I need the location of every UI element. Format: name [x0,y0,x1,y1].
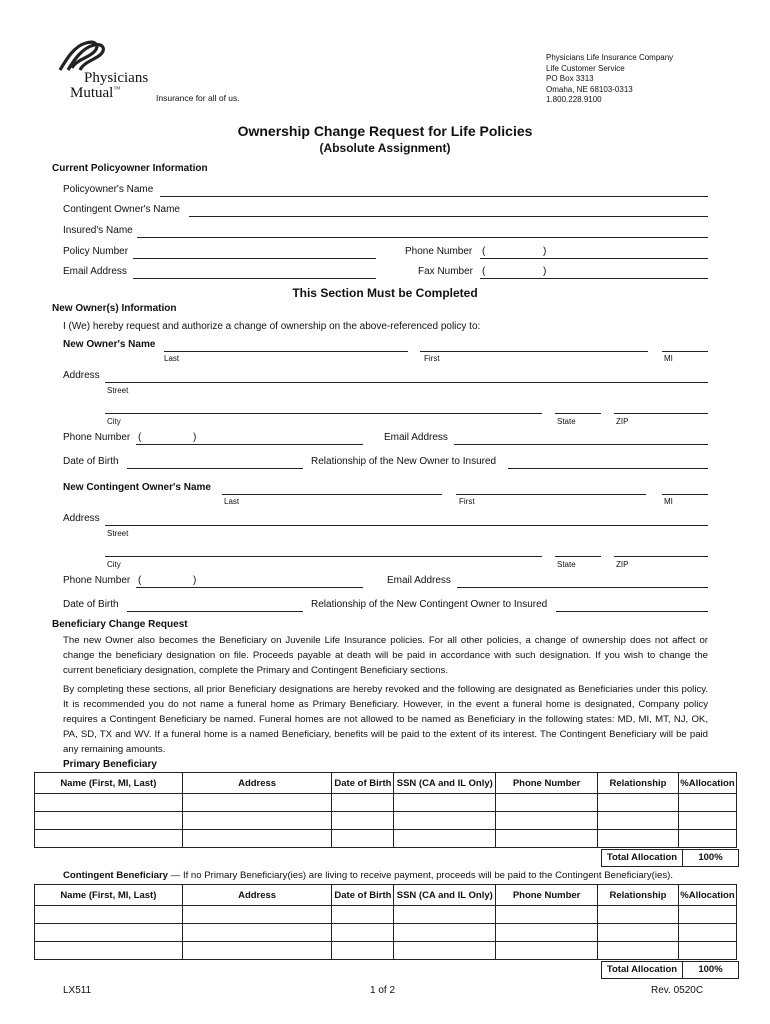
table-row [35,812,737,830]
col-ssn: SSN (CA and IL Only) [394,885,496,906]
contingent-beneficiary-table [34,884,737,960]
phone-number-label: Phone Number [405,246,473,257]
new-contingent-relationship-label: Relationship of the New Contingent Owner to Insured [311,599,548,610]
current-heading: Current Policyowner Information [52,163,208,174]
col-allocation: %Allocation [678,885,736,906]
must-complete-heading: This Section Must be Completed [292,286,478,300]
new-contingent-last-field[interactable] [222,494,442,495]
phone-paren-open: ( [482,246,486,257]
new-owner-phone-field[interactable] [136,444,363,445]
new-contingent-address-label: Address [63,513,100,524]
table-row [35,924,737,942]
primary-total-label: Total Allocation [601,849,683,867]
logo [52,40,162,110]
col-allocation: %Allocation [678,773,736,794]
company-address [546,53,673,106]
fax-paren-close: ) [543,266,547,277]
policy-number-field[interactable] [133,258,376,259]
logo-trademark: ™ [113,85,121,93]
primary-table-header [35,773,737,794]
fax-number-field[interactable] [480,278,708,279]
new-owner-state-field[interactable] [555,413,601,414]
col-ssn: SSN (CA and IL Only) [394,773,496,794]
new-contingent-mi-field[interactable] [662,494,708,495]
logo-mark-icon [56,40,108,74]
contingent-table-header [35,885,737,906]
new-owner-street-field[interactable] [105,382,708,383]
logo-tagline: Insurance for all of us. [156,93,240,103]
table-row [35,906,737,924]
col-relationship: Relationship [598,885,679,906]
table-row [35,794,737,812]
footer-form-id: LX511 [63,985,92,996]
new-contingent-relationship-field[interactable] [556,611,708,612]
beneficiary-heading: Beneficiary Change Request [52,619,188,630]
col-name: Name (First, MI, Last) [35,773,183,794]
insured-name-label: Insured's Name [63,225,133,236]
new-contingent-email-label: Email Address [387,575,451,586]
contingent-beneficiary-heading: Contingent Beneficiary [63,870,169,881]
new-contingent-zip-field[interactable] [614,556,708,557]
new-owner-street-caption: Street [107,386,129,395]
company-name: Physicians Life Insurance Company [546,53,674,62]
contingent-owner-field[interactable] [189,216,708,217]
new-contingent-first-field[interactable] [456,494,646,495]
new-owner-zip-caption: ZIP [616,417,629,426]
new-owner-phone-paren-close: ) [193,432,197,443]
owner-name-label: Policyowner's Name [63,184,154,195]
new-owner-mi-caption: MI [664,354,673,363]
new-owner-name-label: New Owner's Name [63,339,156,350]
contingent-total-label: Total Allocation [601,961,683,979]
new-owner-first-field[interactable] [420,351,648,352]
col-address: Address [182,773,332,794]
col-phone: Phone Number [496,773,598,794]
new-contingent-state-field[interactable] [555,556,601,557]
new-contingent-phone-label: Phone Number [63,575,131,586]
company-po: PO Box 3313 [546,74,594,83]
company-city: Omaha, NE 68103-0313 [546,84,633,94]
new-contingent-phone-paren-close: ) [193,575,197,586]
logo-name-line1: Physicians [84,70,149,86]
new-owner-zip-field[interactable] [614,413,708,414]
table-row [35,942,737,960]
page-title: Ownership Change Request for Life Policies [237,123,533,139]
page-subtitle: (Absolute Assignment) [319,141,451,155]
insured-name-field[interactable] [137,237,708,238]
col-dob: Date of Birth [332,773,394,794]
contingent-owner-label: Contingent Owner's Name [63,204,180,215]
new-owner-mi-field[interactable] [662,351,708,352]
primary-beneficiary-heading: Primary Beneficiary [63,759,157,770]
new-owner-address-label: Address [63,370,100,381]
footer-revision: Rev. 0520C [651,985,704,996]
phone-number-field[interactable] [480,258,708,259]
fax-paren-open: ( [482,266,486,277]
contingent-beneficiary-note: — If no Primary Beneficiary(ies) are living to receive payment, proceeds will be paid to the Contingent Beneficiary(ies). [168,870,673,881]
new-owner-state-caption: State [557,417,576,426]
beneficiary-para1: The new Owner also becomes the Beneficiary on Juvenile Life Insurance policies. For all other policies, a change of ownership does not affect or change the beneficiary designation on file. Proceeds payable at death will be paid in accordance with such designation. If you wish to change the current beneficiary designation, complete the Primary and Contingent Beneficiary sections. [63,635,708,676]
new-owner-first-caption: First [424,354,440,363]
policy-number-label: Policy Number [63,246,129,257]
new-contingent-street-field[interactable] [105,525,708,526]
new-contingent-last-caption: Last [224,497,240,506]
new-owner-relationship-field[interactable] [508,468,708,469]
fax-number-label: Fax Number [418,266,474,277]
footer-page-number: 1 of 2 [370,985,396,996]
new-contingent-phone-paren-open: ( [138,575,142,586]
owner-name-field[interactable] [160,196,708,197]
col-address: Address [182,885,332,906]
email-label: Email Address [63,266,127,277]
email-field[interactable] [133,278,376,279]
phone-paren-close: ) [543,246,547,257]
company-phone: 1.800.228.9100 [546,95,602,104]
new-contingent-dob-field[interactable] [127,611,303,612]
primary-total-value: 100% [682,849,739,867]
new-owner-email-label: Email Address [384,432,448,443]
new-owner-dob-field[interactable] [127,468,303,469]
company-dept: Life Customer Service [546,63,625,73]
new-owner-email-field[interactable] [454,444,708,445]
primary-beneficiary-table [34,772,737,848]
col-name: Name (First, MI, Last) [35,885,183,906]
new-contingent-zip-caption: ZIP [616,560,629,569]
new-contingent-email-field[interactable] [457,587,708,588]
new-contingent-dob-label: Date of Birth [63,599,119,610]
new-owner-city-caption: City [107,417,121,426]
new-owner-city-field[interactable] [105,413,542,414]
new-contingent-state-caption: State [557,560,576,569]
col-relationship: Relationship [598,773,679,794]
beneficiary-para2: By completing these sections, all prior Beneficiary designations are hereby revoked and the following are designated as Beneficiaries under this policy. It is recommended you do not name a funeral home as Primary Beneficiary. However, in the event a funeral home is designated, Company policy requires a Contingent Beneficiary be named. Funeral homes are not allowed to be named as Beneficiary in the following states: MD, MI, MT, NJ, OK, PA, SD, TX and WV. If a funeral home is a named Beneficiary, benefits will be paid to the extent of its interest. The Contingent Beneficiary will be paid any remaining amounts. [63,684,708,755]
new-owner-phone-label: Phone Number [63,432,131,443]
col-dob: Date of Birth [332,885,394,906]
new-contingent-city-caption: City [107,560,121,569]
new-owner-phone-paren-open: ( [138,432,142,443]
new-contingent-mi-caption: MI [664,497,673,506]
new-owner-heading: New Owner(s) Information [52,303,177,314]
logo-name-line2: Mutual [70,85,114,101]
new-owner-dob-label: Date of Birth [63,456,119,467]
new-contingent-first-caption: First [459,497,475,506]
new-contingent-phone-field[interactable] [136,587,363,588]
new-contingent-name-label: New Contingent Owner's Name [63,482,211,493]
new-contingent-street-caption: Street [107,529,129,538]
new-owner-last-field[interactable] [164,351,408,352]
table-row [35,830,737,848]
new-owner-last-caption: Last [164,354,180,363]
new-contingent-city-field[interactable] [105,556,542,557]
new-owner-request: I (We) hereby request and authorize a change of ownership on the above-referenced policy to: [63,321,481,332]
contingent-total-value: 100% [682,961,739,979]
new-owner-relationship-label: Relationship of the New Owner to Insured [311,456,497,467]
col-phone: Phone Number [496,885,598,906]
